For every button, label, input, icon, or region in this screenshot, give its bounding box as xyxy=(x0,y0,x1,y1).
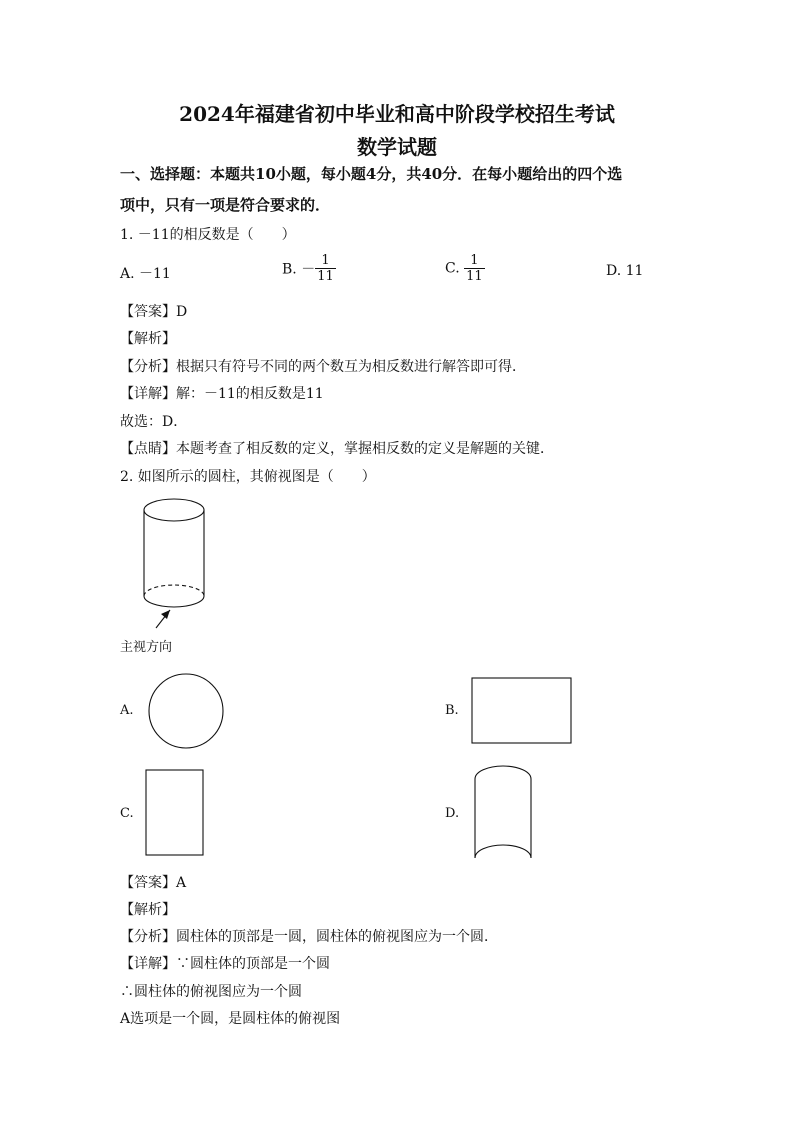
top-arc xyxy=(475,766,531,779)
view-direction-label: 主视方向 xyxy=(120,640,173,655)
cylinder-top-ellipse xyxy=(144,499,204,521)
exam-subtitle: 数学试题 xyxy=(357,135,437,159)
cylinder-figure xyxy=(120,492,240,632)
q2-stem: 2. 如图所示的圆柱，其俯视图是（ ） xyxy=(120,469,376,485)
q1-option-a: A. －11 xyxy=(120,266,171,282)
q1-option-c-fraction xyxy=(464,253,485,284)
q2-analysis-heading: 【解析】 xyxy=(120,902,176,918)
q2-option-d-label: D. xyxy=(445,806,460,821)
q1-xiangjie: 【详解】解：－11的相反数是11 xyxy=(120,386,324,402)
option-c-rectangle-figure xyxy=(144,768,206,858)
q2-answer: 【答案】A xyxy=(120,875,187,891)
q2-option-a-label: A. xyxy=(120,703,134,718)
section-heading-line1: 一、选择题：本题共10小题，每小题4分，共40分．在每小题给出的四个选 xyxy=(120,165,623,183)
q2-conclusion-line: A选项是一个圆，是圆柱体的俯视图 xyxy=(120,1011,341,1027)
circle-shape xyxy=(149,674,223,748)
option-d-cylinder-side-figure xyxy=(472,763,534,863)
option-b-rectangle-figure xyxy=(470,676,574,746)
q1-option-b xyxy=(282,253,336,284)
q2-option-c-label: C. xyxy=(120,806,134,821)
option-a-circle-figure xyxy=(146,672,226,752)
wide-rectangle-shape xyxy=(472,678,571,743)
q2-reason-line: ∴圆柱体的俯视图应为一个圆 xyxy=(120,984,302,1000)
q1-option-b-fraction xyxy=(315,253,336,284)
q2-xiangjie: 【详解】∵圆柱体的顶部是一个圆 xyxy=(120,956,330,972)
exam-title: 2024年福建省初中毕业和高中阶段学校招生考试 xyxy=(179,102,615,126)
q1-option-c-denominator: 11 xyxy=(466,269,483,284)
q1-option-b-denominator: 11 xyxy=(317,269,334,284)
tall-rectangle-shape xyxy=(146,770,203,855)
bottom-arc xyxy=(475,845,531,858)
q1-stem: 1. －11的相反数是（ ） xyxy=(120,227,296,243)
q2-option-b-label: B. xyxy=(445,703,459,718)
q1-option-b-numerator: 1 xyxy=(321,253,330,268)
q1-dianjing: 【点睛】本题考查了相反数的定义，掌握相反数的定义是解题的关键． xyxy=(120,441,554,457)
view-direction-arrow-head xyxy=(161,610,170,619)
q1-fenxi: 【分析】根据只有符号不同的两个数互为相反数进行解答即可得． xyxy=(120,359,526,375)
cylinder-bottom-front-arc xyxy=(144,596,204,607)
q1-answer: 【答案】D xyxy=(120,304,188,320)
q1-option-c-numerator: 1 xyxy=(470,253,479,268)
section-heading-line2: 项中，只有一项是符合要求的． xyxy=(120,196,331,214)
q2-fenxi: 【分析】圆柱体的顶部是一圆，圆柱体的俯视图应为一个圆． xyxy=(120,929,498,945)
q1-option-c-label: C. xyxy=(445,260,460,277)
q1-option-b-label: B. － xyxy=(282,261,316,278)
q1-analysis-heading: 【解析】 xyxy=(120,331,176,347)
cylinder-bottom-hidden-arc xyxy=(144,585,204,596)
q1-option-d: D. 11 xyxy=(606,263,644,279)
q1-guxuan: 故选：D． xyxy=(120,414,188,430)
q1-option-c xyxy=(445,253,485,284)
